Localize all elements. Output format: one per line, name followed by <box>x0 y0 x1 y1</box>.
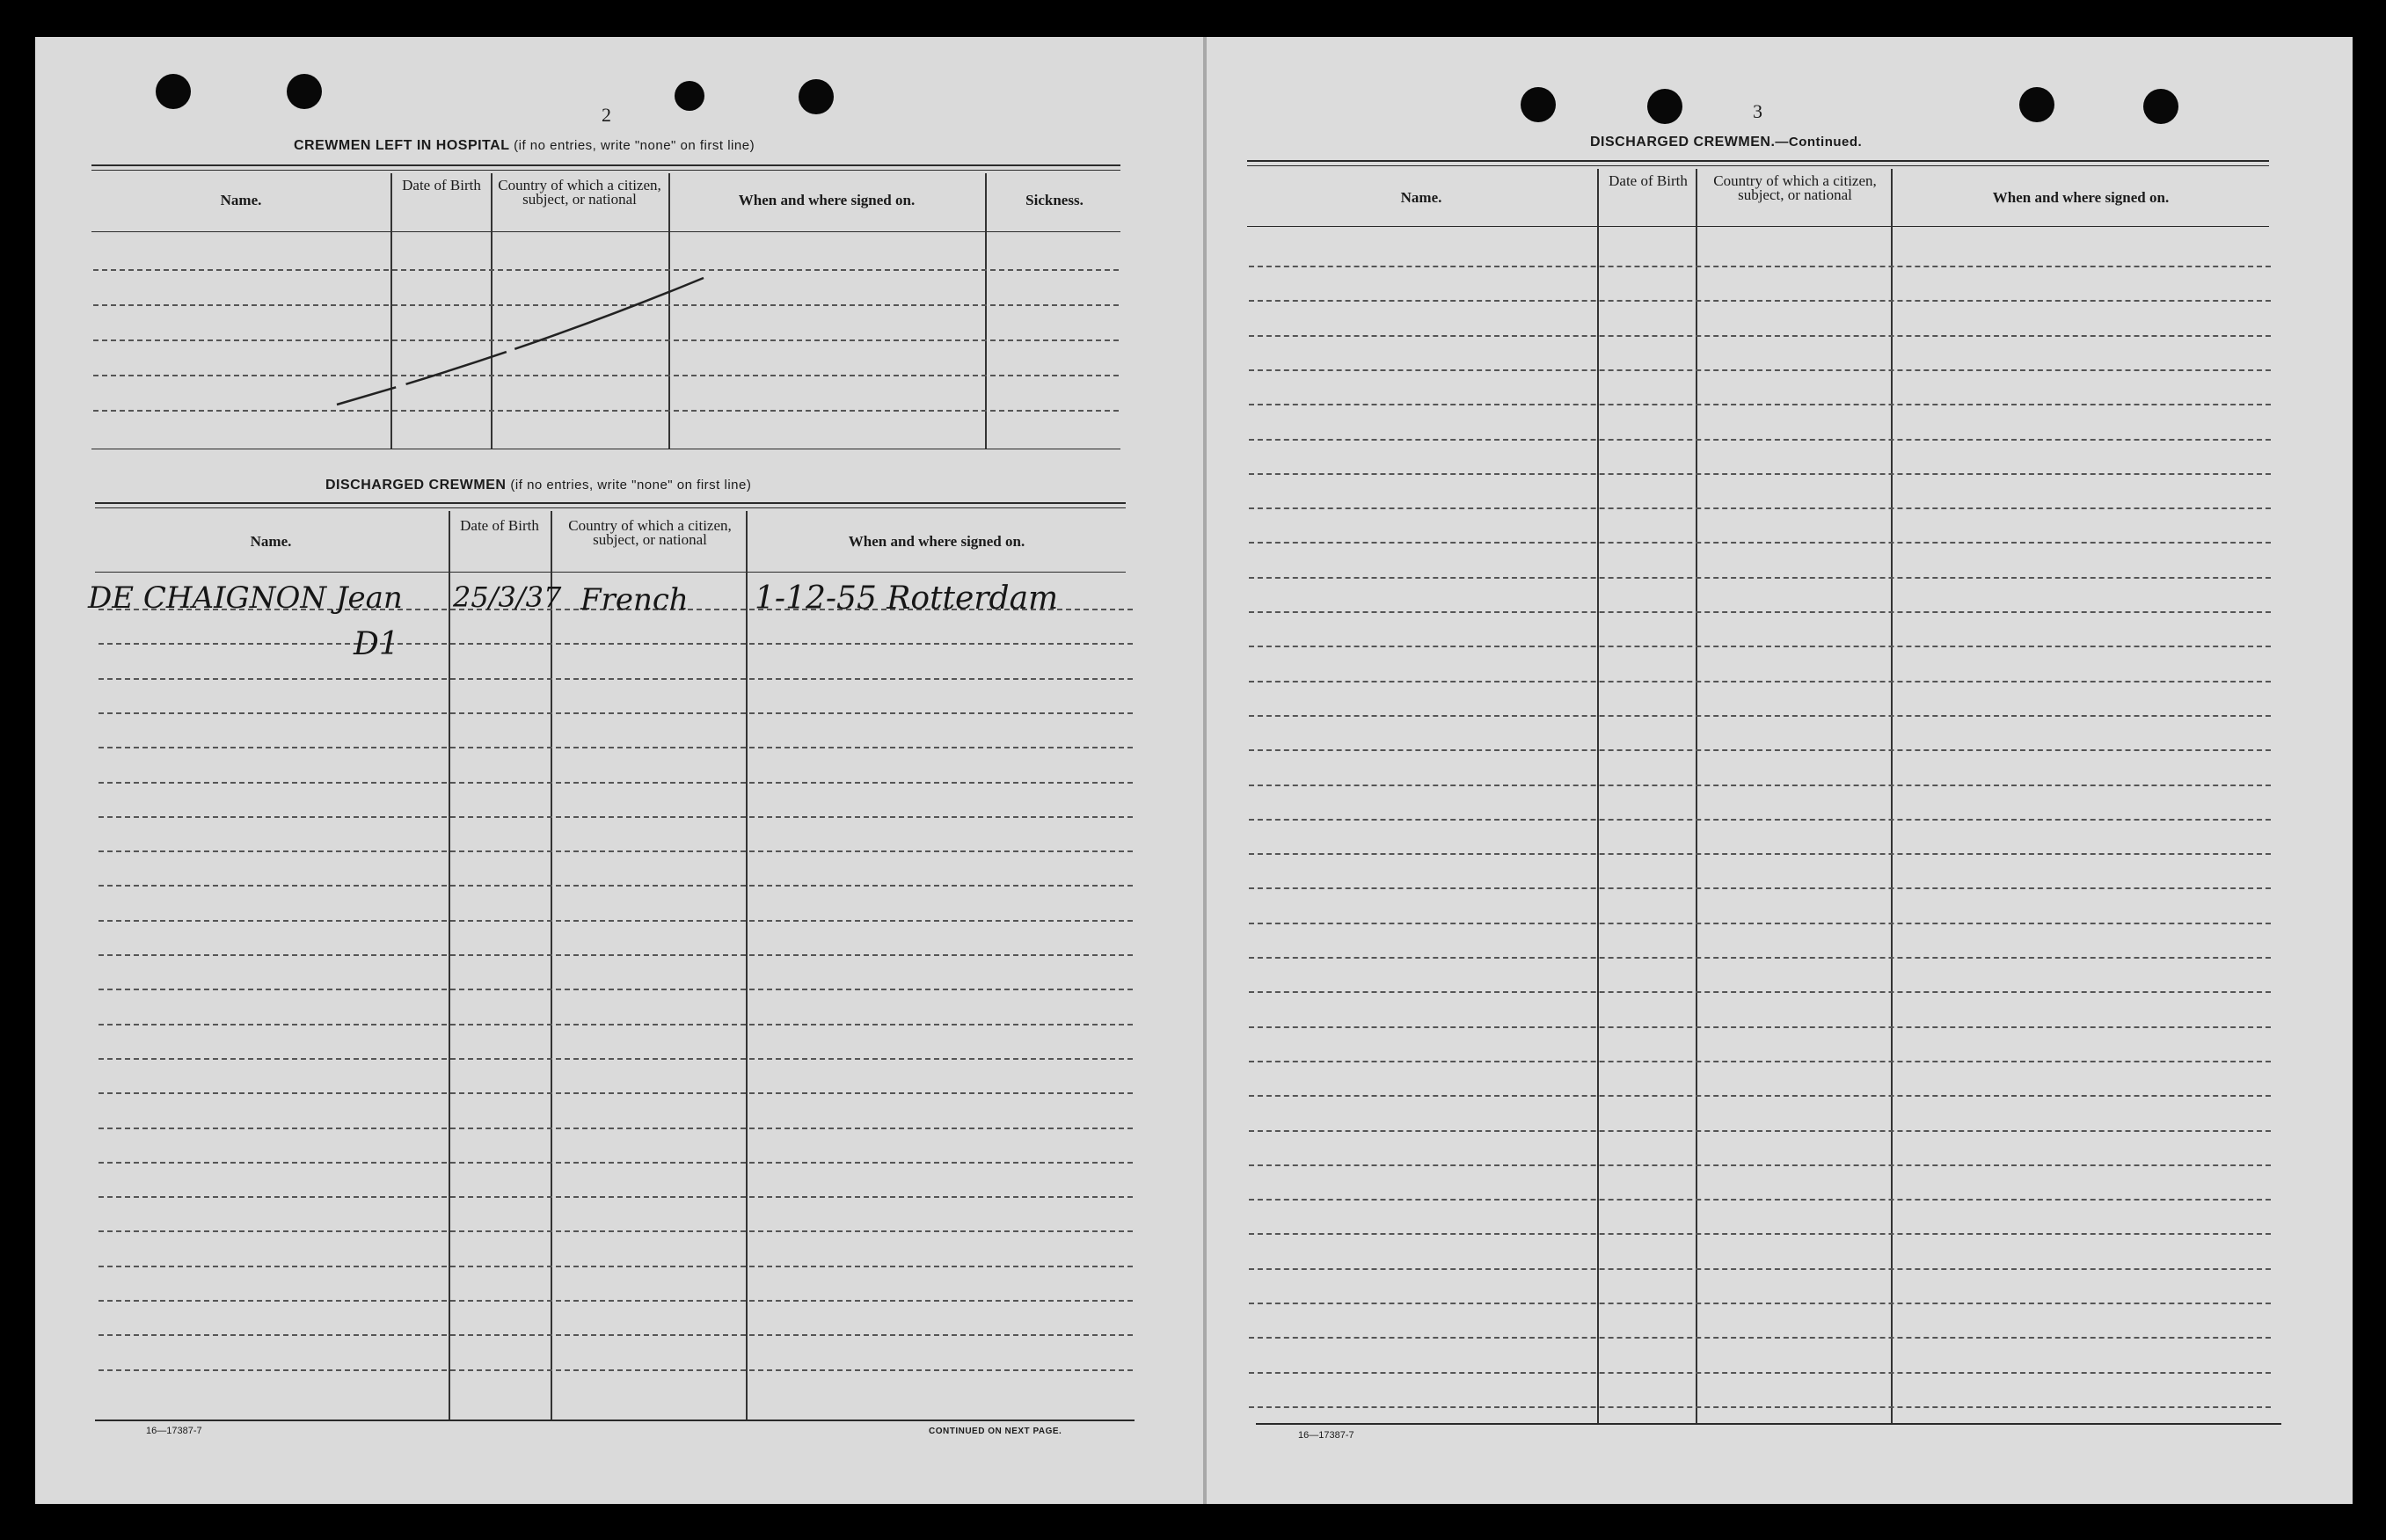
discharged-title-text: DISCHARGED CREWMEN <box>325 478 507 493</box>
ruled-line <box>1249 923 2271 924</box>
header-rule <box>91 170 1120 171</box>
ruled-line <box>1249 1337 2271 1339</box>
ruled-line <box>99 1266 1133 1267</box>
ruled-line <box>1249 473 2271 475</box>
right-title-suffix: —Continued. <box>1775 135 1863 150</box>
ruled-line <box>1249 507 2271 509</box>
punch-hole <box>675 81 704 111</box>
ruled-line <box>99 678 1133 680</box>
ruled-line <box>99 954 1133 956</box>
hospital-note: (if no entries, write "none" on first line) <box>514 138 755 153</box>
ruled-line <box>99 712 1133 714</box>
punch-hole <box>2143 89 2178 124</box>
ruled-line <box>1249 1164 2271 1166</box>
ruled-line <box>99 1369 1133 1371</box>
ruled-line <box>1249 266 2271 267</box>
column-divider <box>551 511 552 1420</box>
page-number: 2 <box>602 104 611 126</box>
discharged-section-title <box>325 478 751 493</box>
right-page <box>1205 37 2353 1504</box>
ruled-line <box>99 1334 1133 1336</box>
ruled-line <box>1249 749 2271 751</box>
ruled-line <box>1249 785 2271 786</box>
header-rule <box>1247 160 2269 162</box>
ruled-line <box>1249 1061 2271 1062</box>
continued-note: CONTINUED ON NEXT PAGE. <box>929 1427 1062 1436</box>
ruled-line <box>99 920 1133 922</box>
handwritten-name-note: D1 <box>354 626 399 662</box>
ruled-line <box>1249 577 2271 579</box>
ruled-line <box>99 747 1133 748</box>
ruled-line <box>1249 819 2271 821</box>
handwritten-name: DE CHAIGNON Jean <box>88 580 403 616</box>
ruled-line <box>1249 991 2271 993</box>
right-title-text: DISCHARGED CREWMEN. <box>1590 135 1776 150</box>
col-header-country: Country of which a citizen, subject, or national <box>498 177 661 208</box>
ruled-line <box>1249 1130 2271 1132</box>
col-header-sickness: Sickness. <box>1025 192 1084 208</box>
ruled-line <box>99 782 1133 784</box>
ruled-line <box>1249 1233 2271 1235</box>
ruled-line <box>93 269 1119 271</box>
ruled-line <box>1249 1026 2271 1028</box>
ruled-line <box>99 1196 1133 1198</box>
ruled-line <box>1249 1406 2271 1408</box>
strike-through-line <box>330 273 708 413</box>
ruled-line <box>1249 957 2271 959</box>
hospital-section-title <box>294 138 755 154</box>
ruled-line <box>1249 300 2271 302</box>
ruled-line <box>1249 853 2271 855</box>
punch-hole <box>156 74 191 109</box>
col-header-dob: Date of Birth <box>402 177 481 193</box>
page-fold <box>1203 37 1207 1504</box>
punch-hole <box>287 74 322 109</box>
col-header-dob: Date of Birth <box>460 517 539 534</box>
ruled-line <box>1249 1268 2271 1270</box>
col-header-name: Name. <box>250 533 292 550</box>
header-rule <box>95 507 1126 508</box>
col-header-dob: Date of Birth <box>1609 172 1688 189</box>
ruled-line <box>1249 404 2271 405</box>
col-header-country: Country of which a citizen, subject, or national <box>1713 172 1877 203</box>
ruled-line <box>1249 335 2271 337</box>
column-header-underline <box>1247 226 2269 227</box>
ruled-line <box>1249 1095 2271 1097</box>
ruled-line <box>1249 715 2271 717</box>
col-header-signed-on: When and where signed on. <box>738 192 916 208</box>
col-header-name: Name. <box>220 192 262 208</box>
ruled-line <box>99 1024 1133 1025</box>
col-header-name: Name. <box>1400 189 1442 206</box>
ruled-line <box>1249 369 2271 371</box>
ruled-line <box>99 816 1133 818</box>
ruled-line <box>99 1230 1133 1232</box>
page-number: 3 <box>1753 100 1762 122</box>
col-header-country: Country of which a citizen, subject, or national <box>568 517 732 548</box>
section-bottom-rule <box>1256 1423 2281 1425</box>
header-rule <box>1247 165 2269 166</box>
column-header-underline <box>95 572 1126 573</box>
ruled-line <box>1249 611 2271 613</box>
column-header-underline <box>91 231 1120 232</box>
column-divider <box>449 511 450 1420</box>
ruled-line <box>99 1058 1133 1060</box>
punch-hole <box>1521 87 1556 122</box>
ruled-line <box>1249 439 2271 441</box>
ruled-line <box>1249 542 2271 544</box>
header-rule <box>91 164 1120 166</box>
ruled-line <box>99 989 1133 990</box>
handwritten-date-of-birth: 25/3/37 <box>453 580 562 614</box>
handwritten-signed-on: 1-12-55 Rotterdam <box>755 580 1059 617</box>
ruled-line <box>1249 887 2271 889</box>
handwritten-country: French <box>580 582 689 617</box>
col-header-signed-on: When and where signed on. <box>848 533 1025 550</box>
right-section-title <box>1590 135 1862 150</box>
punch-hole <box>1647 89 1682 124</box>
ruled-line <box>1249 646 2271 647</box>
ruled-line <box>99 1092 1133 1094</box>
ruled-line <box>99 1128 1133 1129</box>
discharged-note: (if no entries, write "none" on first line) <box>510 478 752 493</box>
ruled-line <box>99 643 1133 645</box>
ruled-line <box>99 1300 1133 1302</box>
hospital-title-text: CREWMEN LEFT IN HOSPITAL <box>294 138 510 153</box>
ruled-line <box>1249 681 2271 682</box>
punch-hole <box>2019 87 2054 122</box>
left-page <box>35 37 1205 1504</box>
ruled-line <box>1249 1372 2271 1374</box>
ruled-line <box>99 850 1133 852</box>
ruled-line <box>99 885 1133 887</box>
column-divider <box>985 173 987 449</box>
column-divider <box>746 511 748 1420</box>
punch-hole <box>799 79 834 114</box>
header-rule <box>95 502 1126 504</box>
form-number: 16—17387-7 <box>146 1426 202 1436</box>
ruled-line <box>1249 1199 2271 1201</box>
ruled-line <box>1249 1303 2271 1304</box>
form-number: 16—17387-7 <box>1298 1430 1354 1441</box>
col-header-signed-on: When and where signed on. <box>1992 189 2170 206</box>
ruled-line <box>99 1162 1133 1164</box>
section-bottom-rule <box>95 1420 1135 1421</box>
